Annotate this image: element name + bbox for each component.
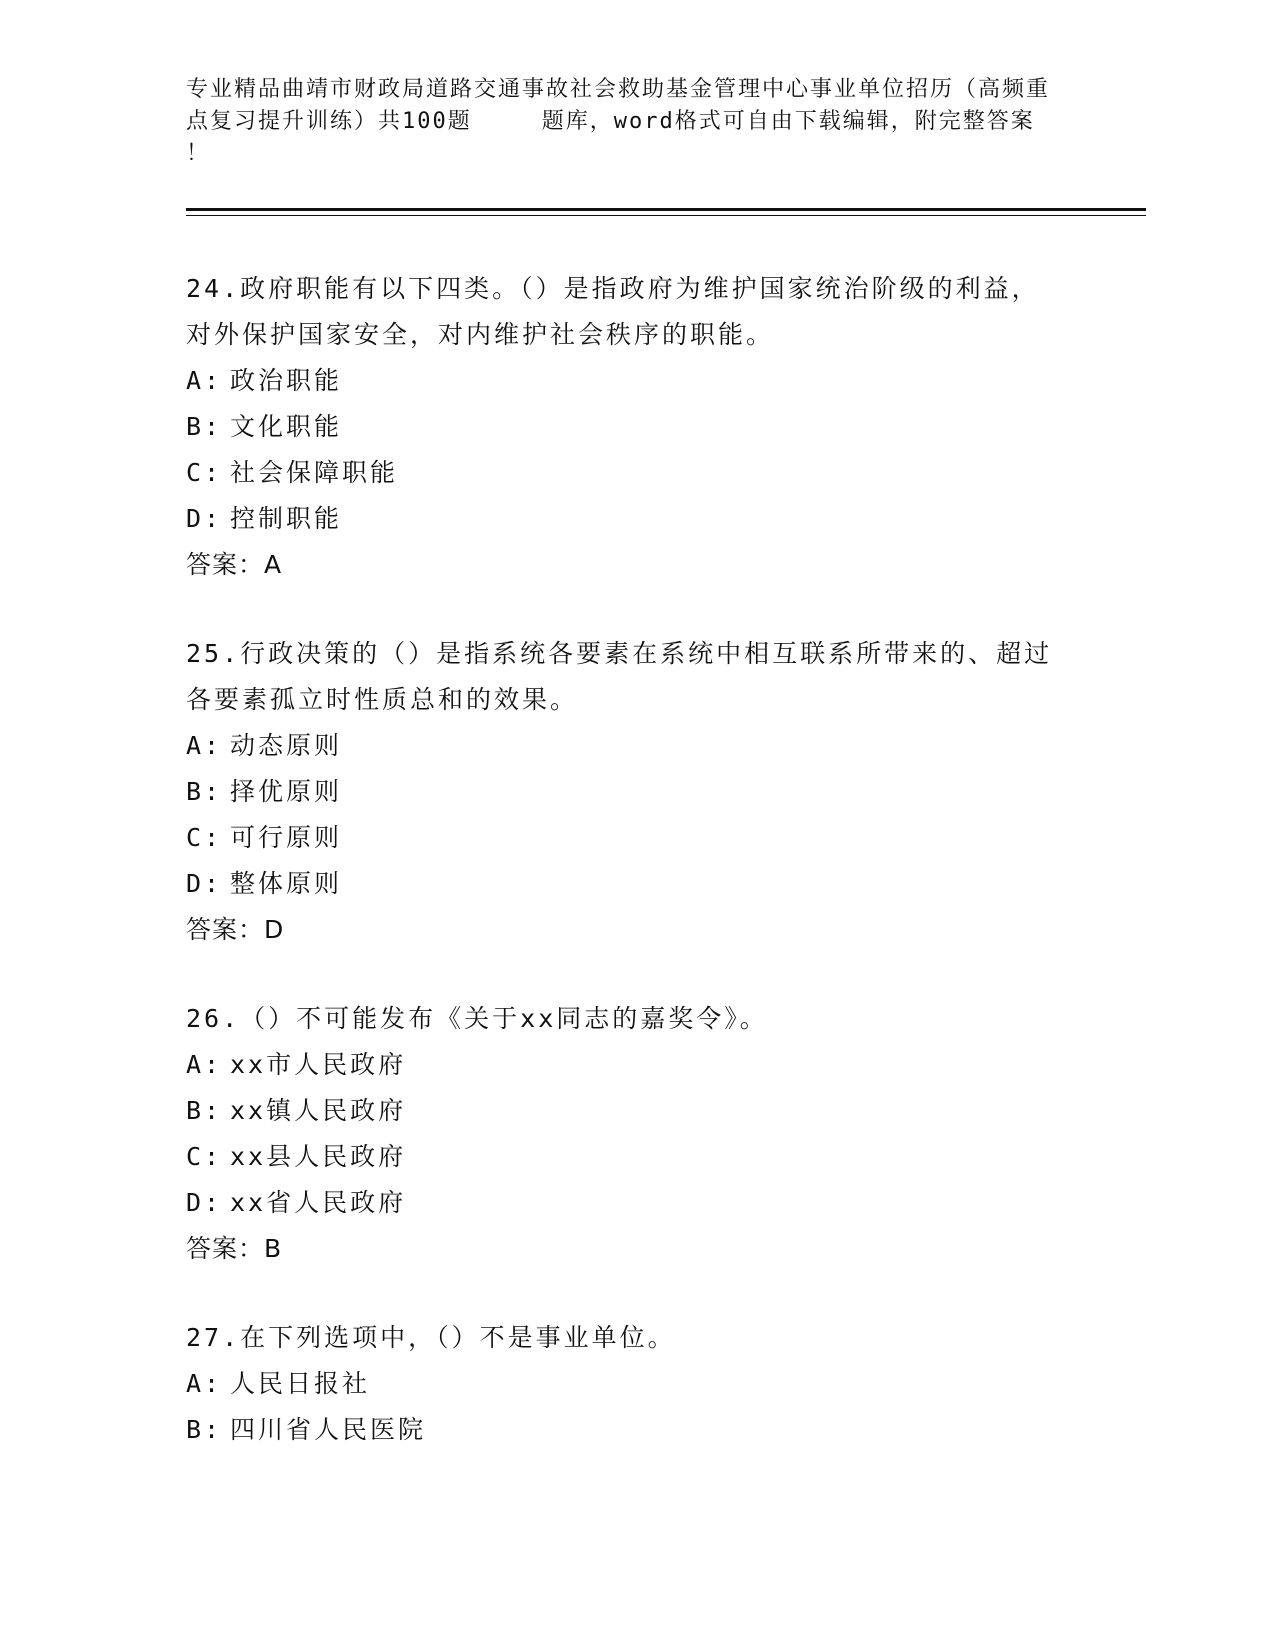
option-key: C: (186, 1142, 223, 1171)
option-a (186, 358, 1086, 404)
option-c (186, 1134, 1086, 1180)
header-line-3: ！ (186, 141, 211, 166)
header-divider-thick (186, 208, 1146, 211)
option-text: 整体原则 (230, 869, 343, 898)
option-text: 四川省人民医院 (230, 1415, 427, 1444)
question-27 (186, 1315, 1086, 1453)
option-a (186, 1042, 1086, 1088)
option-key: A: (186, 366, 223, 395)
question-25 (186, 631, 1086, 953)
option-key: B: (186, 412, 223, 441)
question-stem-continued: 各要素孤立时性质总和的效果。 (186, 685, 579, 714)
option-key: B: (186, 777, 223, 806)
option-c (186, 450, 1086, 496)
option-key: B: (186, 1096, 223, 1125)
question-stem-continued: 对外保护国家安全，对内维护社会秩序的职能。 (186, 320, 775, 349)
header-divider-thin (186, 215, 1146, 216)
header-line-2-part-b: 题库，word格式可自由下载编辑，附完整答案 (541, 109, 1035, 134)
option-d (186, 496, 1086, 542)
option-b (186, 404, 1086, 450)
option-b (186, 769, 1086, 815)
header-line-1: 专业精品曲靖市财政局道路交通事故社会救助基金管理中心事业单位招历（高频重 (186, 77, 1051, 102)
option-b (186, 1407, 1086, 1453)
option-text: 人民日报社 (230, 1369, 371, 1398)
option-key: D: (186, 869, 223, 898)
option-key: D: (186, 504, 223, 533)
option-text: 控制职能 (230, 504, 343, 533)
option-d (186, 861, 1086, 907)
option-text: 动态原则 (230, 731, 343, 760)
option-key: A: (186, 1369, 223, 1398)
answer-line: 答案：A (186, 550, 283, 579)
option-key: D: (186, 1188, 223, 1217)
option-d (186, 1180, 1086, 1226)
question-26 (186, 996, 1086, 1272)
option-key: A: (186, 731, 223, 760)
option-c (186, 815, 1086, 861)
answer-line: 答案：D (186, 915, 285, 944)
option-key: B: (186, 1415, 223, 1444)
question-stem: 24.政府职能有以下四类。（）是指政府为维护国家统治阶级的利益， (186, 274, 1040, 303)
option-text: 择优原则 (230, 777, 343, 806)
option-a (186, 1361, 1086, 1407)
option-key: A: (186, 1050, 223, 1079)
option-text: 政治职能 (230, 366, 343, 395)
question-24 (186, 266, 1086, 588)
question-stem: 27.在下列选项中，（）不是事业单位。 (186, 1323, 676, 1352)
option-text: 社会保障职能 (230, 458, 399, 487)
option-text: xx省人民政府 (230, 1188, 407, 1217)
option-text: xx镇人民政府 (230, 1096, 407, 1125)
question-stem: 25.行政决策的（）是指系统各要素在系统中相互联系所带来的、超过 (186, 639, 1053, 668)
option-text: 可行原则 (230, 823, 343, 852)
option-b (186, 1088, 1086, 1134)
option-key: C: (186, 458, 223, 487)
option-text: xx市人民政府 (230, 1050, 407, 1079)
document-header (186, 74, 1086, 170)
option-a (186, 723, 1086, 769)
question-stem: 26.（）不可能发布《关于xx同志的嘉奖令》。 (186, 1004, 768, 1033)
option-key: C: (186, 823, 223, 852)
option-text: 文化职能 (230, 412, 343, 441)
option-text: xx县人民政府 (230, 1142, 407, 1171)
answer-line: 答案：B (186, 1234, 283, 1263)
header-line-2 (186, 106, 1086, 138)
header-line-2-part-a: 点复习提升训练）共100题 (186, 109, 472, 134)
